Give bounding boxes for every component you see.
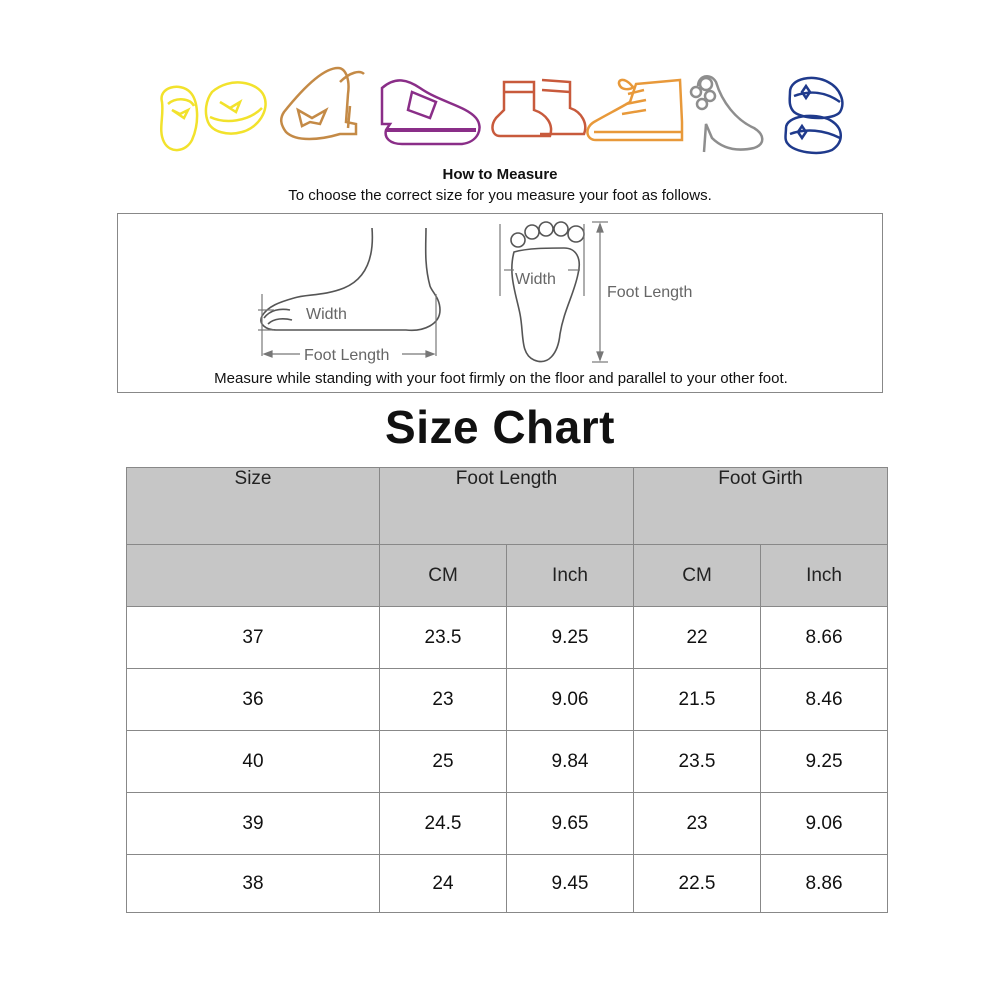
table-row (127, 731, 888, 793)
girth-cm-cell: 21.5 (634, 669, 761, 731)
girth-inch-cell: 8.66 (761, 607, 888, 669)
size-chart-title: Size Chart (385, 401, 615, 453)
girth-cm-cell: 22.5 (634, 855, 761, 913)
foot-girth-header: Foot Girth (634, 468, 888, 545)
girth-cm-cell: 22 (634, 607, 761, 669)
length-inch-cell: 9.84 (507, 731, 634, 793)
side-width-label: Width (306, 306, 347, 323)
flower-heel-icon (691, 76, 762, 152)
boot-icon (493, 80, 586, 136)
loafer-icon (382, 80, 480, 144)
girth-cm-cell: 23 (634, 793, 761, 855)
girth-cm-header: CM (634, 545, 761, 607)
top-length-label: Foot Length (607, 284, 693, 301)
size-cell: 39 (127, 793, 380, 855)
table-row (127, 607, 888, 669)
girth-inch-cell: 8.46 (761, 669, 888, 731)
foot-illustration (118, 214, 884, 394)
length-cm-cell: 25 (380, 731, 507, 793)
side-foot-icon (261, 228, 440, 330)
header-row (127, 468, 888, 545)
bow-heel-icon (281, 68, 364, 139)
length-inch-header: Inch (507, 545, 634, 607)
length-cm-cell: 23.5 (380, 607, 507, 669)
girth-inch-cell: 8.86 (761, 855, 888, 913)
size-chart-table (126, 467, 888, 913)
size-cell: 37 (127, 607, 380, 669)
girth-inch-cell: 9.25 (761, 731, 888, 793)
girth-inch-header: Inch (761, 545, 888, 607)
size-cell: 38 (127, 855, 380, 913)
size-cell: 40 (127, 731, 380, 793)
girth-inch-cell: 9.06 (761, 793, 888, 855)
length-inch-cell: 9.25 (507, 607, 634, 669)
how-to-measure-title: How to Measure (442, 166, 558, 183)
length-cm-header: CM (380, 545, 507, 607)
size-cell: 36 (127, 669, 380, 731)
slipper-icon (786, 78, 843, 153)
top-width-label: Width (515, 271, 556, 288)
table-row (127, 669, 888, 731)
how-to-measure-subtitle: To choose the correct size for you measure your foot as follows. (288, 187, 712, 204)
foot-length-header: Foot Length (380, 468, 634, 545)
length-cm-cell: 24 (380, 855, 507, 913)
unit-blank (127, 545, 380, 607)
side-length-label: Foot Length (304, 347, 390, 364)
size-header: Size (127, 468, 380, 545)
table-row (127, 855, 888, 913)
table-row (127, 793, 888, 855)
length-inch-cell: 9.65 (507, 793, 634, 855)
lace-up-boot-icon (587, 80, 682, 140)
top-foot-icon (511, 222, 584, 362)
measure-diagram (117, 213, 883, 393)
girth-cm-cell: 23.5 (634, 731, 761, 793)
baby-sandal-icon (161, 82, 265, 150)
measure-note: Measure while standing with your foot firmly on the floor and parallel to your other foot. (214, 370, 788, 387)
length-cm-cell: 24.5 (380, 793, 507, 855)
length-inch-cell: 9.45 (507, 855, 634, 913)
length-inch-cell: 9.06 (507, 669, 634, 731)
length-cm-cell: 23 (380, 669, 507, 731)
unit-row (127, 545, 888, 607)
shoe-banner (150, 62, 860, 162)
